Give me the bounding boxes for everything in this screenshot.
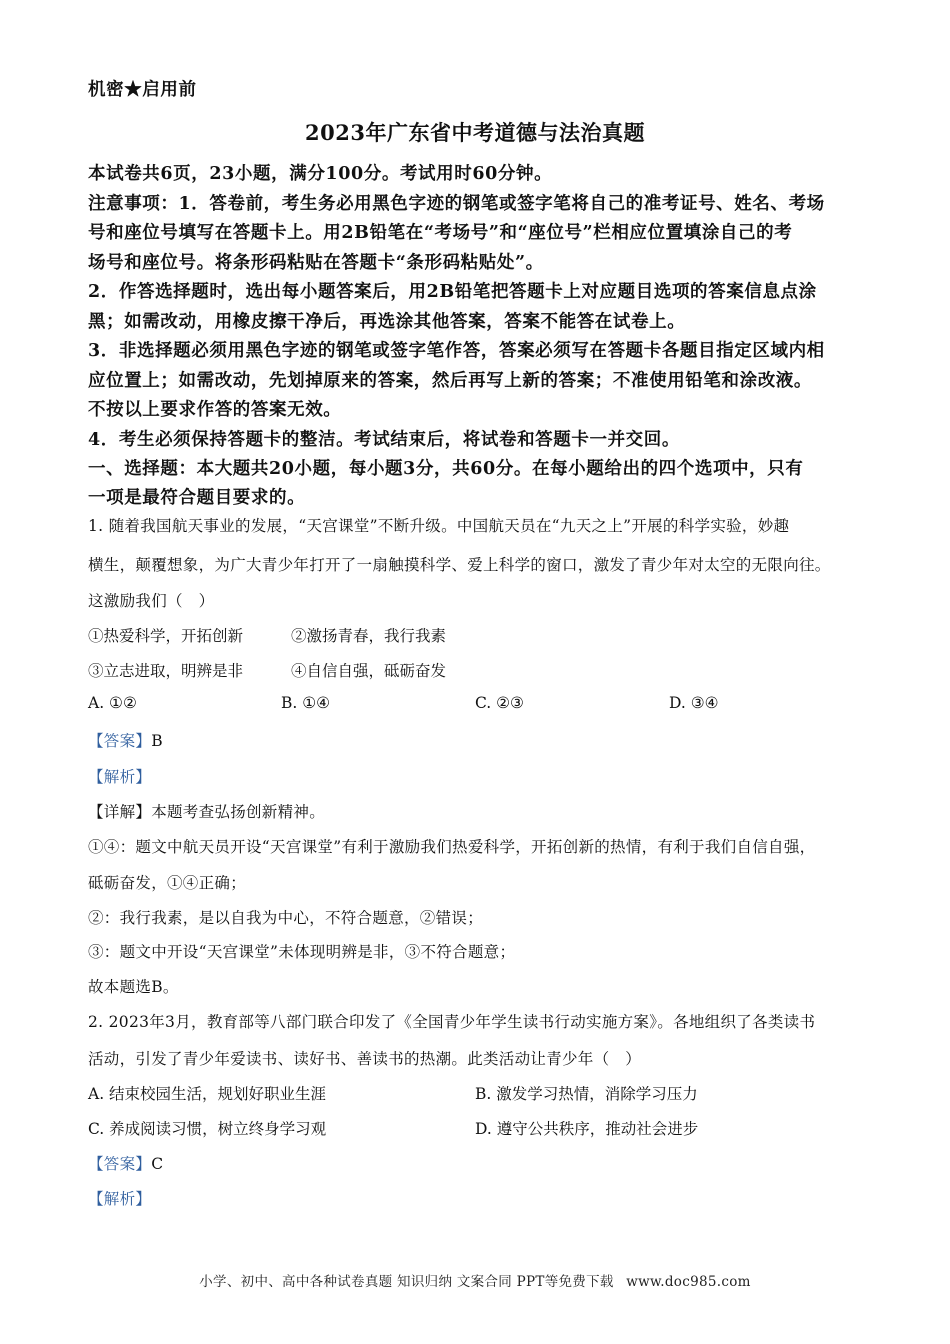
instruction-line: 黑；如需改动，用橡皮擦干净后，再选涂其他答案，答案不能答在试卷上。 xyxy=(88,312,686,332)
statement-item: ②激扬青春，我行我素 xyxy=(291,627,447,645)
section-heading: 一、选择题：本大题共20小题，每小题3分，共60分。在每小题给出的四个选项中，只有 xyxy=(88,459,804,479)
instruction-line: 2．作答选择题时，选出每小题答案后，用2B铅笔把答题卡上对应题目选项的答案信息点涂 xyxy=(88,282,817,302)
section-heading: 一项是最符合题目要求的。 xyxy=(88,488,306,508)
option-a: A. ①② xyxy=(88,694,137,712)
explanation-line: 砥砺奋发，①④正确； xyxy=(88,874,247,892)
instruction-line: 不按以上要求作答的答案无效。 xyxy=(88,400,342,420)
explanation-line: 故本题选B。 xyxy=(88,978,179,996)
answer-value: C xyxy=(151,1155,164,1173)
confidential-label: 机密★启用前 xyxy=(88,80,197,100)
page-footer xyxy=(0,1270,950,1290)
option-b: B. ①④ xyxy=(281,694,331,712)
question-stem: 横生，颠覆想象，为广大青少年打开了一扇触摸科学、爱上科学的窗口，激发了青少年对太空的无限向往。 xyxy=(88,556,831,574)
answer-line xyxy=(88,729,163,751)
instruction-line: 注意事项：1．答卷前，考生务必用黑色字迹的钢笔或签字笔将自己的准考证号、姓名、考场 xyxy=(88,194,825,214)
instruction-line: 应位置上；如需改动，先划掉原来的答案，然后再写上新的答案；不准使用铅笔和涂改液。 xyxy=(88,371,812,391)
explanation-line: ②：我行我素，是以自我为中心，不符合题意，②错误； xyxy=(88,909,484,927)
question-stem: 这激励我们（ ） xyxy=(88,592,215,610)
option-b: B. 激发学习热情，消除学习压力 xyxy=(475,1085,698,1103)
instruction-line: 4．考生必须保持答题卡的整洁。考试结束后，将试卷和答题卡一并交回。 xyxy=(88,430,680,450)
instruction-line: 3．非选择题必须用黑色字迹的钢笔或签字笔作答，答案必须写在答题卡各题目指定区域内相 xyxy=(88,341,825,361)
statement-item: ①热爱科学，开拓创新 xyxy=(88,627,244,645)
detail-text: 本题考查弘扬创新精神。 xyxy=(151,803,326,821)
detail-tag: 【详解】 xyxy=(88,803,152,821)
analysis-tag: 【解析】 xyxy=(88,768,152,786)
question-stem: 2. 2023年3月，教育部等八部门联合印发了《全国青少年学生读书行动实施方案》。各地组织了各类读书 xyxy=(88,1013,816,1031)
option-c: C. 养成阅读习惯，树立终身学习观 xyxy=(88,1120,327,1138)
footer-url[interactable]: www.doc985.com xyxy=(626,1274,751,1290)
explanation-line: ①④：题文中航天员开设“天宫课堂”有利于激励我们热爱科学，开拓创新的热情，有利于我们自信自强， xyxy=(88,838,816,856)
option-d: D. 遵守公共秩序，推动社会进步 xyxy=(475,1120,699,1138)
instruction-line: 本试卷共6页，23小题，满分100分。考试用时60分钟。 xyxy=(88,164,553,184)
answer-tag: 【答案】 xyxy=(88,732,152,750)
statement-item: ④自信自强，砥砺奋发 xyxy=(291,662,447,680)
page-title: 2023年广东省中考道德与法治真题 xyxy=(305,120,645,145)
instruction-line: 场号和座位号。将条形码粘贴在答题卡“条形码粘贴处”。 xyxy=(88,253,544,273)
explanation-line: ③：题文中开设“天宫课堂”未体现明辨是非，③不符合题意； xyxy=(88,943,516,961)
option-d: D. ③④ xyxy=(669,694,719,712)
option-a: A. 结束校园生活，规划好职业生涯 xyxy=(88,1085,327,1103)
detail-line xyxy=(88,800,325,822)
option-c: C. ②③ xyxy=(475,694,524,712)
instruction-line: 号和座位号填写在答题卡上。用2B铅笔在“考场号”和“座位号”栏相应位置填涂自己的考 xyxy=(88,223,793,243)
answer-line xyxy=(88,1152,163,1174)
question-stem: 活动，引发了青少年爱读书、读好书、善读书的热潮。此类活动让青少年（ ） xyxy=(88,1050,642,1068)
answer-value: B xyxy=(151,732,163,750)
footer-text: 小学、初中、高中各种试卷真题 知识归纳 文案合同 PPT等免费下载 xyxy=(199,1274,614,1290)
analysis-tag: 【解析】 xyxy=(88,1190,152,1208)
question-stem: 1. 随着我国航天事业的发展，“天宫课堂”不断升级。中国航天员在“九天之上”开展的科学实验，妙趣 xyxy=(88,517,790,535)
answer-tag: 【答案】 xyxy=(88,1155,152,1173)
statement-item: ③立志进取，明辨是非 xyxy=(88,662,244,680)
